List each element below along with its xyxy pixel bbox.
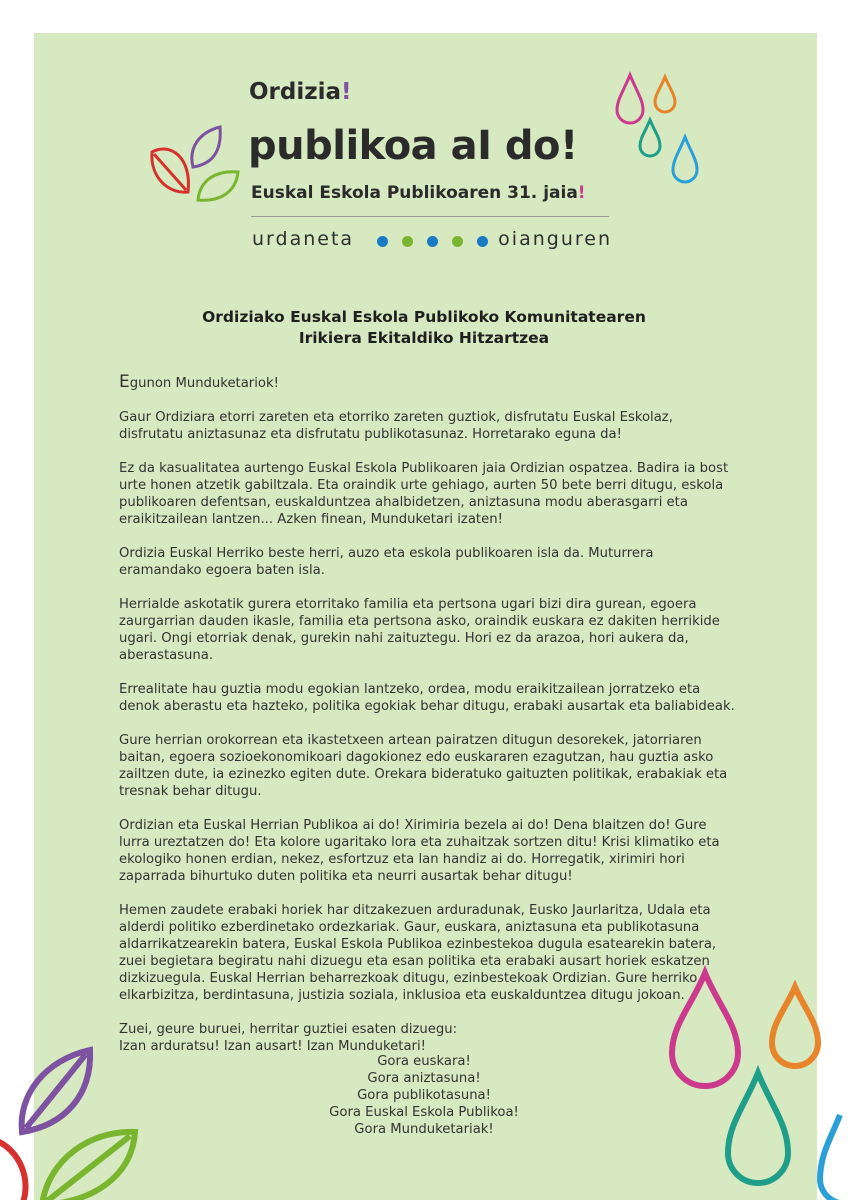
drop-teal-icon (640, 120, 660, 156)
header-leaves-icon (140, 122, 250, 212)
document-title (0, 307, 848, 349)
cheer-line: Gora aniztasuna! (367, 1071, 481, 1086)
leaf-purple-icon (192, 127, 220, 167)
header-drops-icon (605, 72, 705, 192)
drop-pink-icon (672, 973, 738, 1086)
logo-slogan: publikoa aI do! (248, 123, 578, 169)
school-right: oianguren (498, 228, 612, 250)
dot-icon (427, 236, 438, 247)
paragraph: Herrialde askotatik gurera etorritako familia eta pertsona ugari bizi dira gurean, egoera zaurgarrian dauden ikasle, familia eta pertsona asko, oraindik euskara ez dakiten herrikide ugari. Ongi etorriak denak, gurekin nahi zaituztegu. Hori ez da arazoa, hori aukera da, aberastasuna. (119, 597, 720, 663)
cheer-line: Gora Munduketariak! (354, 1122, 494, 1137)
drop-teal-icon (728, 1073, 788, 1183)
cheer-line: Gora publikotasuna! (357, 1088, 491, 1103)
drop-orange-icon (772, 987, 818, 1066)
leaf-green-icon (198, 172, 238, 201)
leaf-green-icon (42, 1132, 135, 1200)
title-line: Irikiera Ekitaldiko Hitzartzea (298, 329, 550, 347)
paragraph: Ordizia Euskal Herriko beste herri, auzo eta eskola publikoaren isla da. Muturrera eramandako egoera baten isla. (119, 546, 654, 578)
document-body (119, 374, 739, 1072)
logo-event: Euskal Eskola Publikoaren 31. jaia! (251, 183, 586, 203)
footer-leaves-icon (0, 1040, 140, 1200)
paragraph: Errealitate hau guztia modu egokian lantzeko, ordea, modu eraikitzailean jorratzeko eta denok aberastu eta hazteko, politika egokiak behar ditugu, erabaki ausartak eta baliabideak. (119, 682, 735, 714)
dot-icon (402, 236, 413, 247)
drop-blue-icon (673, 137, 697, 182)
final-call: Zuei, geure buruei, herritar guztiei esaten dizuegu: Izan arduratsu! Izan ausart! Izan Munduketari! (119, 1022, 458, 1054)
dot-icon (377, 236, 388, 247)
drop-blue-icon (820, 1115, 848, 1200)
drop-pink-icon (617, 75, 643, 123)
leaf-purple-icon (22, 1050, 90, 1132)
drop-orange-icon (655, 77, 675, 112)
title-line: Ordiziako Euskal Eskola Publikoko Komunitatearen (202, 308, 646, 326)
paragraph: Ordizian eta Euskal Herrian Publikoa ai do! Xirimiria bezela ai do! Dena blaitzen do! Gure lurra ureztatzen do! Eta kolore ugaritako lora eta zuhaitzak sortzen ditu! Krisi klimatiko eta ekologiko honen erdian, nekez, esfortzuz eta lan handiz ai do. Horregatik, xirimiri hori zaparrada bihurtuko duten politika eta neurri ausartak behar ditugu! (119, 818, 720, 884)
cheer-line: Gora euskara! (377, 1054, 471, 1069)
paragraph: Hemen zaudete erabaki horiek har ditzakezuen arduradunak, Eusko Jaurlaritza, Udala eta alderdi politiko ezberdinetako ordezkariak. Gaur, euskara, aniztasuna eta publikotasuna aldarrikatzearekin batera, Euskal Eskola Publikoa ezinbestekoa dugula esatearekin batera, zuei begietara begiratu nahi dizuegu eta esan politika eta erabaki ausart horiek eskatzen dizkizuegula. Euskal Herrian beharrezkoak ditugu, ezinbestekoak Ordizian. Gure herriko elkarbizitza, berdintasuna, justizia soziala, inklusioa eta euskalduntzea ditugu jokoan. (119, 903, 717, 1003)
dot-icon (477, 236, 488, 247)
paragraph: Gure herrian orokorrean eta ikastetxeen artean pairatzen ditugun desorekek, jatorriaren baitan, egoera sozioekonomikoari dagokionez edo euskararen ezagutzan, hau guztia asko zailtzen dute, ia ezinezko egiten dute. Orekara bideratuko gaituzten politikak, erabakiak eta tresnak behar ditugu. (119, 733, 728, 799)
logo-town: Ordizia! (249, 79, 352, 105)
school-names (252, 226, 612, 256)
leaf-red-icon (152, 149, 189, 192)
leaf-red-icon (0, 1140, 26, 1200)
school-left: urdaneta (252, 228, 355, 250)
paragraph: Gaur Ordiziara etorri zareten eta etorriko zareten guztiok, disfrutatu Euskal Eskolaz, disfrutatu aniztasunaz eta disfrutatu publikotasunaz. Horretarako eguna da! (119, 410, 673, 442)
footer-drops-icon (660, 965, 848, 1200)
logo-divider (251, 216, 609, 217)
greeting: Egunon Munduketariok! (119, 372, 279, 392)
cheer-line: Gora Euskal Eskola Publikoa! (329, 1105, 519, 1120)
dot-icon (452, 236, 463, 247)
paragraph: Ez da kasualitatea aurtengo Euskal Eskola Publikoaren jaia Ordizian ospatzea. Badira ia bost urte honen atzetik gabiltzala. Eta oraindik urte gehiago, aurten 50 bete berri ditugu, eskola publikoaren defentsan, euskalduntzea ahalbidetzen, aniztasuna modu aberasgarri eta eraikitzailean lantzen... Azken finean, Munduketari izaten! (119, 461, 729, 527)
